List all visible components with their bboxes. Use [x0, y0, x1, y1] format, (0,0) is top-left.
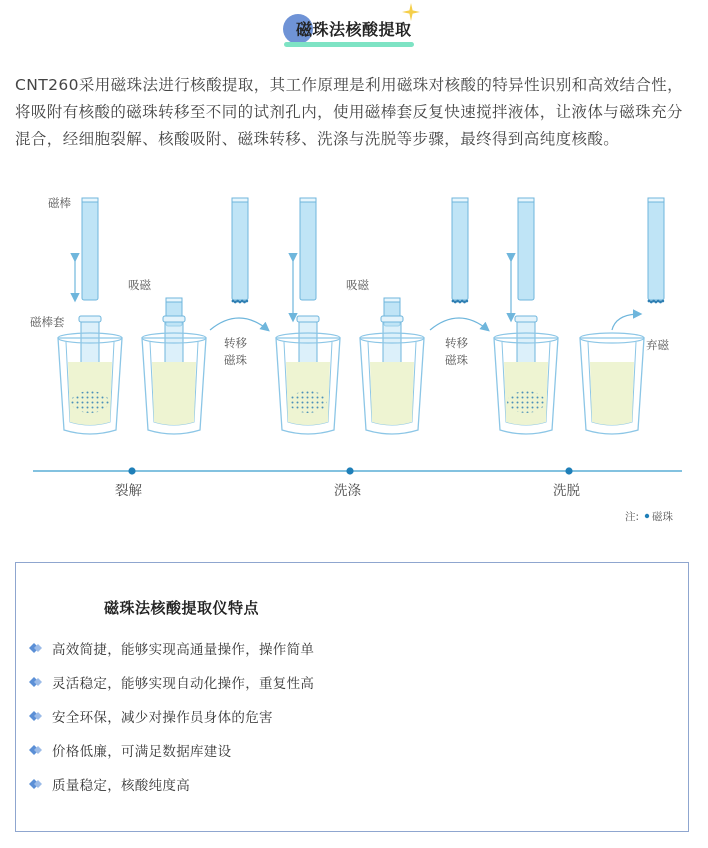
extraction-diagram: [0, 190, 708, 530]
magnetic-rod-3-cap: [232, 198, 248, 202]
feature-item: [28, 733, 314, 767]
feature-text: 安全环保，减少对操作员身体的危害: [52, 710, 273, 726]
reagent-cup-5-dispersed-beads: [507, 391, 545, 413]
magnetic-rod-4: [300, 198, 316, 300]
reagent-cup-6-liquid: [590, 362, 634, 425]
magnetic-rod-4-cap: [300, 198, 316, 202]
feature-text: 价格低廉，可满足数据库建设: [52, 744, 232, 760]
diamond-bullet-icon: [28, 743, 44, 757]
label-transfer-1b: 磁珠: [224, 353, 247, 367]
reagent-cup-2-liquid: [152, 362, 196, 425]
magnetic-rod-2-cap: [166, 298, 182, 302]
magnetic-rod-5-cap: [384, 298, 400, 302]
label-rod: 磁棒: [48, 196, 71, 210]
note-bead-label: 磁珠: [652, 511, 673, 523]
label-adsorb-2: 吸磁: [346, 278, 369, 292]
magnetic-rod-3: [232, 198, 248, 300]
magnetic-rod-8-cap: [648, 198, 664, 202]
magnetic-rod-6-bead: [465, 300, 468, 303]
feature-text: 质量稳定，核酸纯度高: [52, 778, 190, 794]
magnetic-rod-3-bead: [245, 300, 248, 303]
feature-item: [28, 767, 314, 801]
timeline-dot-1: [128, 467, 135, 474]
note-label: 注:: [625, 511, 640, 523]
intro-paragraph: CNT260采用磁珠法进行核酸提取，其工作原理是利用磁珠对核酸的特异性识别和高效结合性，将吸附有核酸的磁珠转移至不同的试剂孔内，使用磁棒套反复快速搅拌液体，让液体与磁珠充分混合，经细胞裂解、核酸吸附、磁珠转移、洗涤与洗脱等步骤，最终得到高纯度核酸。: [15, 76, 684, 148]
magnetic-rod-1: [82, 198, 98, 300]
feature-item: [28, 665, 314, 699]
stage-lysis: 裂解: [115, 483, 142, 499]
rod-sleeve-5-top: [515, 316, 537, 322]
rod-sleeve-4-top: [381, 316, 403, 322]
title-decor-underline: [284, 42, 414, 47]
features-panel: [15, 562, 689, 832]
diamond-bullet-icon: [28, 709, 44, 723]
stage-elution: 洗脱: [553, 483, 580, 499]
magnetic-rod-6: [452, 198, 468, 300]
magnetic-rod-7-cap: [518, 198, 534, 202]
label-transfer-2a: 转移: [445, 336, 468, 350]
feature-item: [28, 699, 314, 733]
features-list: [28, 631, 314, 801]
sparkle-icon: [402, 3, 420, 21]
magnetic-rod-8-bead: [661, 300, 664, 303]
transfer-arrow-2: [430, 318, 488, 330]
reagent-cup-3-dispersed-beads: [289, 391, 327, 413]
reagent-cup-1-dispersed-beads: [71, 391, 109, 413]
timeline-dot-3: [565, 467, 572, 474]
section-title: [0, 0, 708, 56]
features-title: 磁珠法核酸提取仪特点: [104, 599, 260, 617]
rod-sleeve-3-top: [297, 316, 319, 322]
reagent-cup-4-liquid: [370, 362, 414, 425]
label-sleeve: 磁棒套: [30, 315, 65, 329]
label-discard: 弃磁: [646, 338, 669, 352]
page-title: 磁珠法核酸提取: [296, 20, 412, 39]
discard-arrow: [612, 314, 640, 330]
stage-wash: 洗涤: [334, 483, 361, 499]
transfer-arrow-1: [210, 318, 268, 330]
magnetic-rod-8: [648, 198, 664, 300]
magnetic-rod-7: [518, 198, 534, 300]
feature-text: 灵活稳定，能够实现自动化操作，重复性高: [52, 676, 315, 692]
feature-text: 高效简捷，能够实现高通量操作，操作简单: [52, 642, 315, 658]
label-transfer-1a: 转移: [224, 336, 247, 350]
rod-sleeve-2-top: [163, 316, 185, 322]
rod-sleeve-1-top: [79, 316, 101, 322]
magnetic-rod-6-cap: [452, 198, 468, 202]
label-transfer-2b: 磁珠: [445, 353, 468, 367]
magnetic-rod-1-cap: [82, 198, 98, 202]
label-adsorb-1: 吸磁: [128, 278, 151, 292]
diamond-bullet-icon: [28, 641, 44, 655]
diamond-bullet-icon: [28, 675, 44, 689]
feature-item: [28, 631, 314, 665]
diamond-bullet-icon: [28, 777, 44, 791]
note-bead-icon: [645, 514, 649, 518]
timeline-dot-2: [346, 467, 353, 474]
